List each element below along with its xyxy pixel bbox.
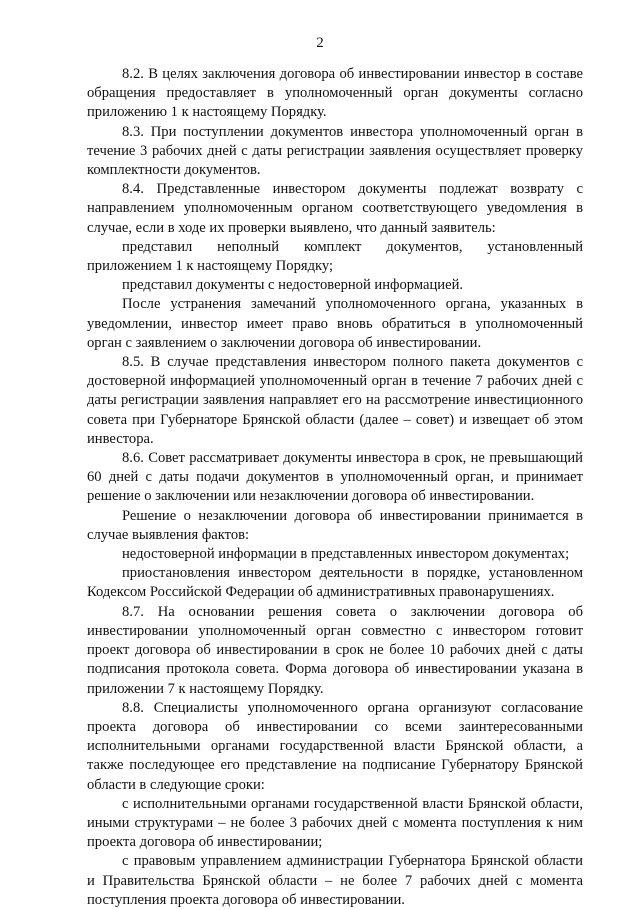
paragraph-8-2: 8.2. В целях заключения договора об инвестировании инвестор в составе обращения предоставляет в уполномоченный орган документы согласно приложению 1 к настоящему Порядку. — [87, 66, 583, 121]
paragraph-8-5: 8.5. В случае представления инвестором полного пакета документов с достоверной информацией уполномоченный орган в течение 7 рабочих дней с даты регистрации заявления направляет его на рассмотрение инвестиционного совета при Губернаторе Брянской области (далее – совет) и извещает об этом инвестора. — [87, 354, 583, 447]
paragraph-8-7: 8.7. На основании решения совета о заключении договора об инвестировании уполномоченный орган совместно с инвестором готовит проект договора об инвестировании в срок не более 10 рабочих дней с даты подписания протокола совета. Форма договора об инвестировании указана в приложении 7 к настоящему Порядку. — [87, 603, 583, 697]
paragraph-legal-department: с правовым управлением администрации Губернатора Брянской области и Правительства Брянской области – не более 7 рабочих дней с момента поступления проекта договора об инвестировании. — [87, 853, 583, 908]
paragraph-false-info: представил документы с недостоверной информацией. — [122, 277, 464, 294]
paragraph-8-3: 8.3. При поступлении документов инвестора уполномоченный орган в течение 3 рабочих дней с даты регистрации заявления осуществляет проверку комплектности документов. — [87, 123, 583, 179]
paragraph-refusal-decision: Решение о незаключении договора об инвестировании принимается в случае выявления фактов: — [87, 507, 583, 543]
page-number: 2 — [316, 35, 324, 51]
paragraph-8-6: 8.6. Совет рассматривает документы инвестора в срок, не превышающий 60 дней с даты подачи документов в уполномоченный орган, и принимает решение о заключении или незаключении договора об инвестировании. — [87, 450, 583, 505]
document-body — [87, 65, 583, 910]
paragraph-8-8: 8.8. Специалисты уполномоченного органа организуют согласование проекта договора об инвестировании со всеми заинтересованными исполнительными органами государственной власти Брянской области, а также последующее его представление на подписание Губернатору Брянской области в следующие сроки: — [87, 699, 583, 793]
paragraph-false-documents: недостоверной информации в представленных инвестором документах; — [122, 546, 570, 563]
paragraph-executive-bodies: с исполнительными органами государственной власти Брянской области, иными структурами – не более 3 рабочих дней с момента поступления к ним проекта договора об инвестировании; — [87, 795, 583, 851]
paragraph-resubmission: После устранения замечаний уполномоченного органа, указанных в уведомлении, инвестор имеет право вновь обратиться в уполномоченный орган с заявлением о заключении договора об инвестировании. — [87, 296, 583, 351]
paragraph-incomplete-set: представил неполный комплект документов, установленный приложением 1 к настоящему Порядку; — [87, 238, 583, 275]
paragraph-suspension: приостановления инвестором деятельности в порядке, установленном Кодексом Российской Федерации об административных правонарушениях. — [87, 565, 583, 601]
paragraph-8-4: 8.4. Представленные инвестором документы подлежат возврату с направлением уполномоченным органом соответствующего уведомления в случае, если в ходе их проверки выявлено, что данный заявитель: — [87, 181, 583, 236]
